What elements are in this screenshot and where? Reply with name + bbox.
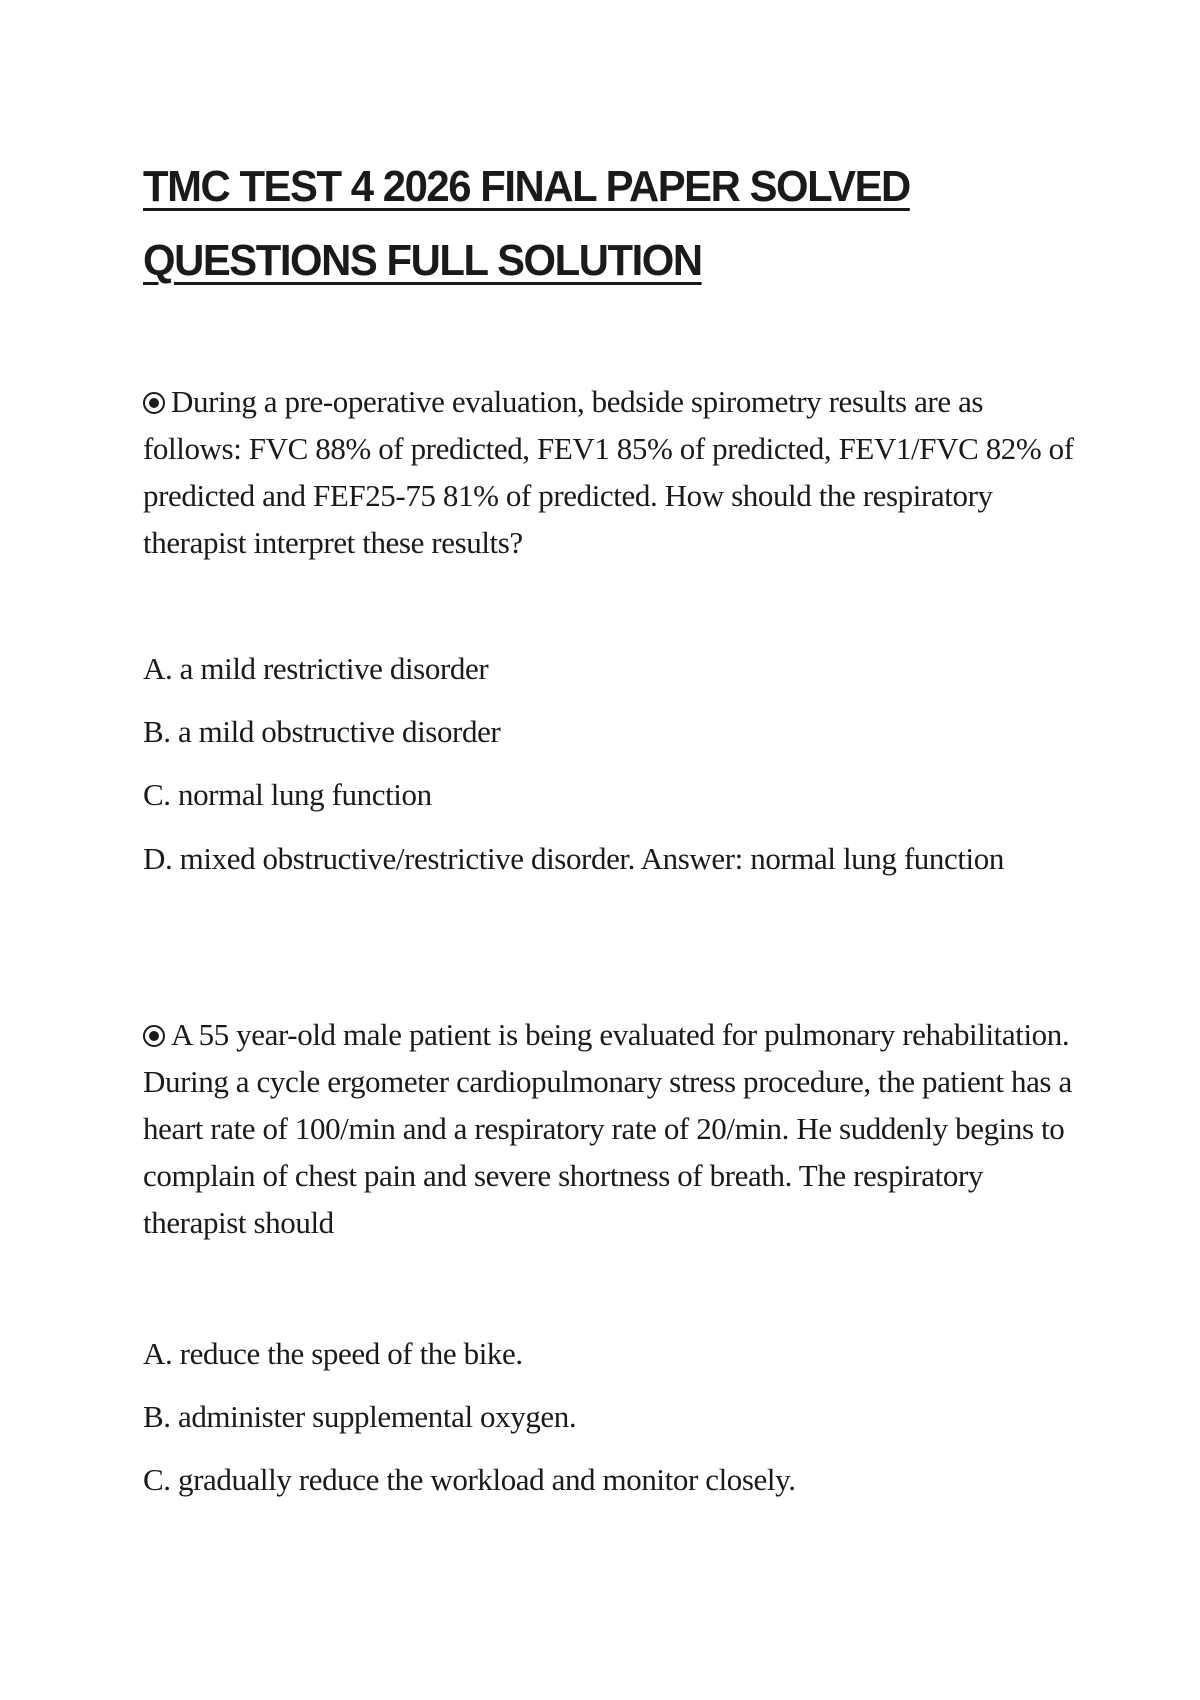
title-line-2: QUESTIONS FULL SOLUTION [143, 236, 702, 285]
question-1-text: During a pre-operative evaluation, bedside spirometry results are as follows: FVC 88% of predicted, FEV1 85% of predicted, FEV1/FVC 82% of predicted and FEF25-75 81% of predicted. How should the respiratory therapist interpret these results? [143, 384, 1074, 560]
radio-bullet-icon [143, 392, 165, 414]
question-2-option-b: B. administer supplemental oxygen. [143, 1399, 577, 1434]
page-title [143, 150, 998, 298]
question-1-option-b: B. a mild obstructive disorder [143, 714, 501, 749]
question-2-option-a: A. reduce the speed of the bike. [143, 1336, 523, 1371]
question-2-stem [143, 1011, 1083, 1246]
question-2-text: A 55 year-old male patient is being evaluated for pulmonary rehabilitation. During a cycle ergometer cardiopulmonary stress procedure, the patient has a heart rate of 100/min and a respiratory rate of 20/min. He suddenly begins to complain of chest pain and severe shortness of breath. The respiratory therapist should [143, 1017, 1072, 1240]
radio-bullet-icon [143, 1025, 165, 1047]
question-1-option-d: D. mixed obstructive/restrictive disorder. Answer: normal lung function [143, 841, 1004, 876]
title-line-1: TMC TEST 4 2026 FINAL PAPER SOLVED [143, 162, 910, 211]
question-1-stem [143, 378, 1083, 566]
question-1-option-c: C. normal lung function [143, 777, 432, 812]
question-1-option-a: A. a mild restrictive disorder [143, 651, 489, 686]
question-2-option-c: C. gradually reduce the workload and monitor closely. [143, 1462, 796, 1497]
